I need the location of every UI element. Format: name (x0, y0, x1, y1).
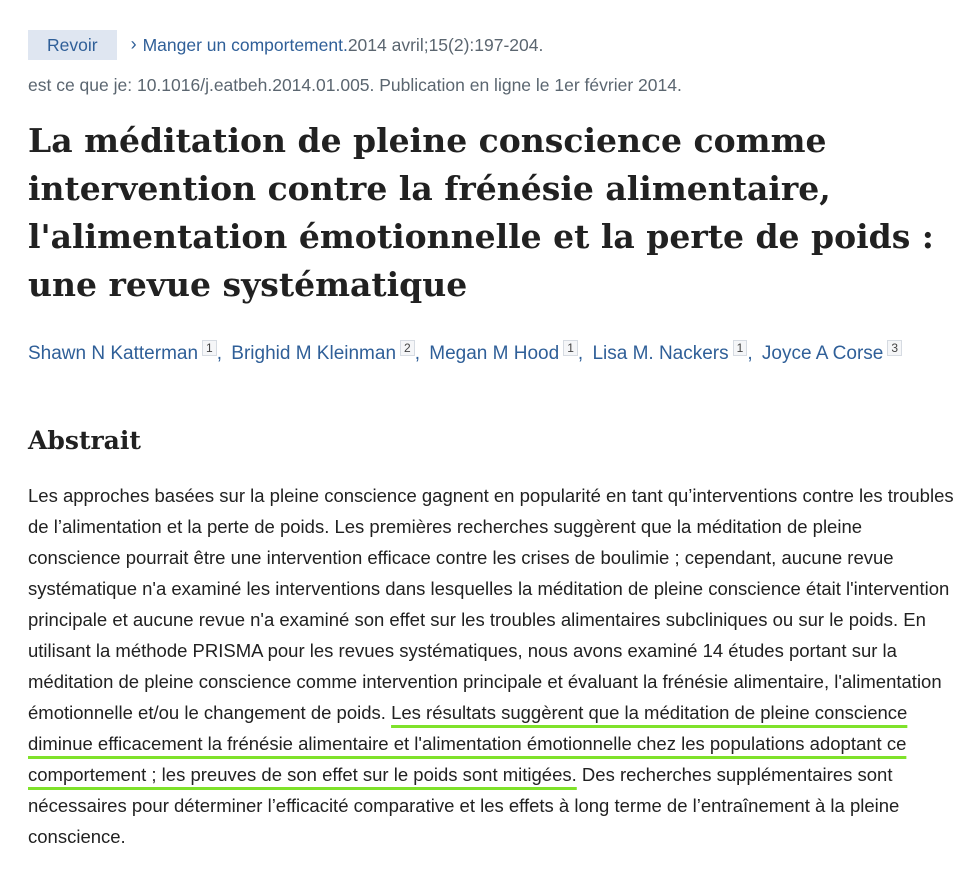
author-item (762, 343, 902, 364)
article-title: La méditation de pleine conscience comme intervention contre la frénésie alimentaire, l'alimentation émotionnelle et la perte de poids : une revue systématique (28, 121, 934, 304)
affiliation-badge[interactable]: 1 (733, 340, 748, 356)
author-link[interactable]: Megan M Hood (429, 343, 560, 365)
affiliation-badge[interactable]: 1 (563, 340, 578, 356)
citation-row (28, 30, 958, 60)
author-link[interactable]: Joyce A Corse (761, 343, 884, 365)
highlighted-finding: Les résultats suggèrent que la méditation de pleine conscience diminue efficacement la frénésie alimentaire et l'alimentation émotionnelle chez les populations adoptant ce comportement ; les preuves de son effet sur le poids sont mitigées. (28, 702, 908, 786)
affiliation-badge[interactable]: 3 (887, 340, 902, 356)
author-separator: , (414, 343, 420, 365)
author-item (592, 343, 761, 364)
author-item (28, 343, 231, 364)
article-page (28, 30, 958, 871)
abstract-text-before: Les approches basées sur la pleine conscience gagnent en popularité en tant qu’interventions contre les troubles de l’alimentation et la perte de poids. Les premières recherches suggèrent que la méditation de pleine conscience pourrait être une intervention efficace contre les crises de boulimie ; cependant, aucune revue systématique n'a examiné les interventions dans lesquelles la méditation de pleine conscience était l'intervention principale et aucune revue n'a examiné son effet sur les troubles alimentaires subcliniques ou sur le poids. En utilisant la méthode PRISMA pour les revues systématiques, nous avons examiné 14 études portant sur la méditation de pleine conscience comme intervention principale et évaluant la frénésie alimentaire, l'alimentation émotionnelle et/ou le changement de poids. (28, 485, 954, 724)
chevron-right-icon: › (130, 33, 137, 54)
author-separator: , (216, 343, 222, 365)
doi-line: est ce que je: 10.1016/j.eatbeh.2014.01.005. Publication en ligne le 1er février 2014. (28, 75, 682, 95)
author-link[interactable]: Shawn N Katterman (28, 343, 199, 365)
author-item (429, 343, 592, 364)
affiliation-badge[interactable]: 1 (202, 340, 217, 356)
author-item (231, 343, 429, 364)
citation-details: 2014 avril;15(2):197-204. (347, 34, 544, 55)
journal-link[interactable]: Manger un comportement. (142, 34, 348, 55)
author-separator: , (747, 343, 753, 365)
abstract-heading: Abstrait (28, 426, 141, 456)
author-link[interactable]: Brighid M Kleinman (231, 343, 397, 365)
abstract-text-after: Des recherches supplémentaires sont nécessaires pour déterminer l’efficacité comparative et les effets à long terme de l’entraînement à la pleine conscience. (28, 764, 900, 848)
affiliation-badge[interactable]: 2 (400, 340, 415, 356)
review-badge[interactable]: Revoir (28, 30, 117, 60)
author-separator: , (577, 343, 584, 365)
abstract-text (28, 480, 958, 852)
author-list (28, 340, 958, 368)
author-link[interactable]: Lisa M. Nackers (592, 343, 729, 365)
